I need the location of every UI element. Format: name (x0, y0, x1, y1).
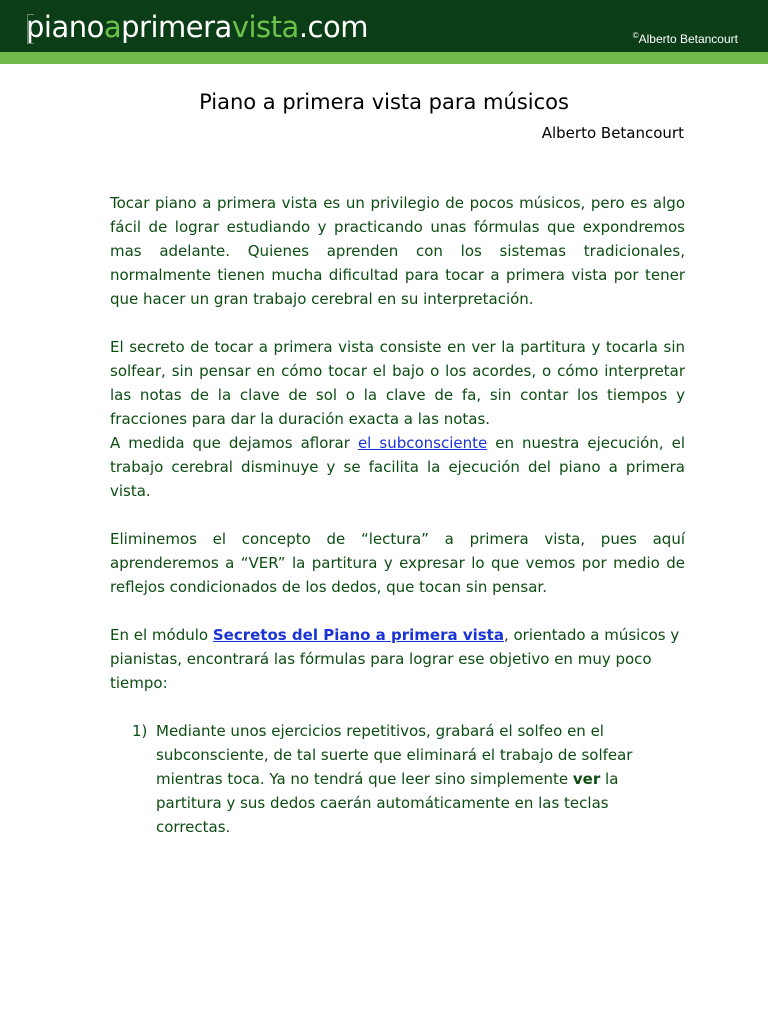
list-text: la partitura y sus dedos caerán automáticamente en las teclas correctas. (156, 770, 619, 836)
site-header (0, 0, 768, 52)
paragraph-subconscious (110, 431, 685, 503)
logo-text-primera: primera (121, 10, 232, 44)
list-text: Mediante unos ejercicios repetitivos, grabará el solfeo en el subconsciente, de tal suerte que eliminará el trabajo de solfear mientras toca. Ya no tendrá que leer sino simplemente (156, 722, 633, 788)
paragraph-text: , orientado a músicos y pianistas, encontrará las fórmulas para lograr ese objetivo en muy poco tiempo: (110, 626, 680, 692)
paragraph-text: en nuestra ejecución, el trabajo cerebral disminuye y se facilita la ejecución del piano a primera vista. (110, 434, 686, 500)
logo-text-vista: vista (231, 10, 299, 44)
paragraph-intro: Tocar piano a primera vista es un privilegio de pocos músicos, pero es algo fácil de lograr estudiando y practicando unas fórmulas que expondremos mas adelante. Quienes aprenden con los sistemas tradicionales, normalmente tienen mucha dificultad para tocar a primera vista por tener que hacer un gran trabajo cerebral en su interpretación. (110, 194, 685, 308)
paragraph-module (110, 623, 685, 695)
paragraph-reading: Eliminemos el concepto de “lectura” a primera vista, pues aquí aprenderemos a “VER” la partitura y expresar lo que vemos por medio de reflejos condicionados de los dedos, que tocan sin pensar. (110, 530, 685, 596)
paragraph-text: En el módulo (110, 626, 213, 644)
logo-text-com: .com (298, 10, 368, 44)
paragraph-secret: El secreto de tocar a primera vista consiste en ver la partitura y tocarla sin solfear, sin pensar en cómo tocar el bajo o los acordes, o cómo interpretar las notas de la clave de sol o la clave de fa, sin contar los tiempos y fracciones para dar la duración exacta a las notas. (110, 338, 685, 428)
copyright-name: Alberto Betancourt (638, 32, 738, 46)
document-body (110, 191, 685, 839)
subconsciente-link[interactable]: el subconsciente (357, 434, 488, 452)
paragraph-text: A medida que dejamos aflorar (110, 434, 358, 452)
list-item (110, 719, 685, 839)
logo-text-piano: piano (26, 10, 104, 44)
list-emphasis: ver (572, 770, 601, 788)
copyright-notice (633, 31, 738, 46)
list-number: 1) (132, 722, 148, 740)
site-logo[interactable] (26, 9, 368, 45)
page-title: Piano a primera vista para músicos (199, 90, 569, 114)
author-name: Alberto Betancourt (541, 124, 684, 142)
secretos-module-link[interactable]: Secretos del Piano a primera vista (212, 626, 504, 644)
logo-text-a: a (103, 10, 122, 44)
header-accent-strip (0, 52, 768, 64)
copyright-symbol: © (632, 31, 639, 40)
numbered-list (110, 719, 685, 839)
